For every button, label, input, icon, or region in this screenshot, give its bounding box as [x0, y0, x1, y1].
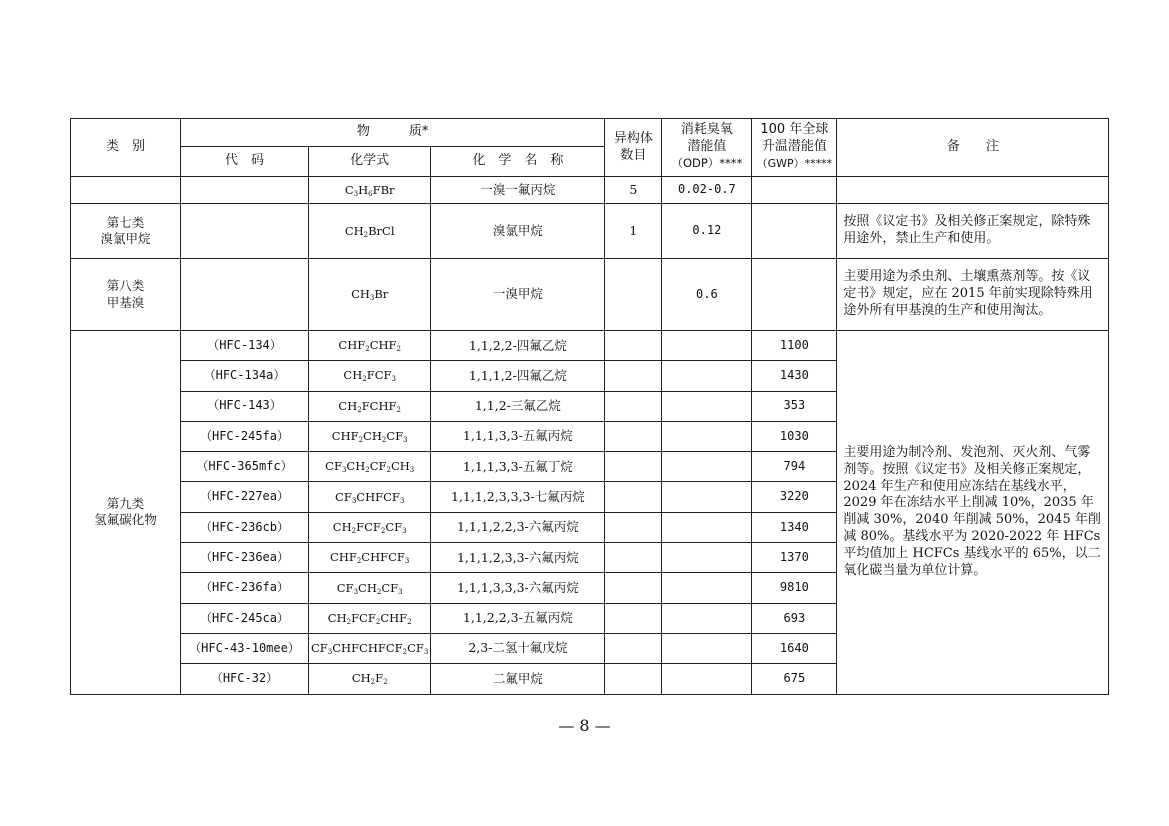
header-gwp: 100 年全球 升温潜能值 （GWP）*****: [752, 119, 837, 177]
note-cell: 主要用途为制冷剂、发泡剂、灭火剂、气雾剂等。按照《议定书》及相关修正案规定，2024 年生产和使用应冻结在基线水平，2029 年在冻结水平上削减 10%，2035 年削减 30%，2040 年削减 50%，2045 年削减 80%。基线水平为 2020-2022 年 HFCs 平均值加上 HCFCs 基线水平的 65%，以二氧化碳当量为单位计算。: [837, 331, 1109, 695]
gwp-cell: 3220: [752, 482, 837, 512]
name-cell: 1,1,2,2,3-五氟丙烷: [431, 603, 605, 633]
chemical-formula: $CH_2FCF_2CF_3$: [332, 519, 407, 535]
chemical-formula: $CF_3CHFCF_3$: [335, 489, 405, 505]
category-line: 氢氟碳化物: [94, 512, 157, 528]
isomers-cell: [605, 331, 662, 361]
odp-cell: 0.12: [662, 204, 752, 259]
isomers-cell: [605, 361, 662, 391]
gwp-cell: 675: [752, 664, 837, 694]
odp-cell: [662, 633, 752, 663]
gwp-cell: [752, 204, 837, 259]
name-cell: 1,1,1,3,3-五氟丙烷: [431, 421, 605, 451]
formula-cell: [309, 482, 431, 512]
chemical-formula: $CH_2FCHF_2$: [338, 398, 401, 414]
odp-cell: [662, 421, 752, 451]
header-code: 代 码: [181, 147, 309, 177]
isomers-cell: [605, 421, 662, 451]
chemical-formula: $CF_3CH_2CF_2CH_3$: [325, 459, 415, 475]
header-name: 化 学 名 称: [431, 147, 605, 177]
code-cell: [181, 259, 309, 331]
isomers-cell: [605, 452, 662, 482]
chemical-formula: $CF_3CHFCHFCF_2CF_3$: [311, 641, 429, 657]
isomers-cell: 1: [605, 204, 662, 259]
gwp-cell: 353: [752, 391, 837, 421]
table-row: [71, 204, 1109, 259]
chemical-formula: $CH_3Br$: [351, 287, 389, 303]
odp-cell: [662, 482, 752, 512]
chemical-formula: $CH_2FCF_3$: [343, 368, 396, 384]
formula-cell: [309, 633, 431, 663]
category-cell: [71, 177, 181, 204]
name-cell: 1,1,2-三氟乙烷: [431, 391, 605, 421]
code-cell: （HFC-245ca）: [181, 603, 309, 633]
chemical-formula: $CH_2FCF_2CHF_2$: [327, 610, 412, 626]
name-cell: 溴氯甲烷: [431, 204, 605, 259]
category-cell: [71, 331, 181, 695]
formula-cell: [309, 204, 431, 259]
name-cell: 1,1,1,2,3,3-六氟丙烷: [431, 543, 605, 573]
header-substance: 物 质*: [181, 119, 605, 147]
odp-cell: [662, 664, 752, 694]
odp-cell: 0.6: [662, 259, 752, 331]
chemical-formula: $CH_2F_2$: [351, 671, 388, 687]
formula-cell: [309, 573, 431, 603]
page-number: — 8 —: [558, 716, 611, 735]
category-line: 第九类: [106, 496, 145, 512]
header-isomers: 异构体 数目: [605, 119, 662, 177]
code-cell: （HFC-236cb）: [181, 512, 309, 542]
odp-cell: [662, 603, 752, 633]
isomers-cell: [605, 482, 662, 512]
gwp-cell: 1340: [752, 512, 837, 542]
isomers-cell: [605, 573, 662, 603]
gwp-cell: 693: [752, 603, 837, 633]
odp-cell: [662, 573, 752, 603]
isomers-cell: [605, 391, 662, 421]
chemical-formula: $CHF_2CH_2CF_3$: [331, 429, 408, 445]
odp-cell: [662, 361, 752, 391]
formula-cell: [309, 259, 431, 331]
gwp-cell: 9810: [752, 573, 837, 603]
formula-cell: [309, 331, 431, 361]
gwp-cell: 1430: [752, 361, 837, 391]
header-category: 类 别: [71, 119, 181, 177]
odp-cell: [662, 543, 752, 573]
substances-table: [70, 118, 1109, 695]
code-cell: （HFC-32）: [181, 664, 309, 694]
code-cell: （HFC-143）: [181, 391, 309, 421]
name-cell: 2,3-二氢十氟戊烷: [431, 633, 605, 663]
gwp-cell: [752, 177, 837, 204]
note-cell: 主要用途为杀虫剂、土壤熏蒸剂等。按《议定书》规定，应在 2015 年前实现除特殊用途外所有甲基溴的生产和使用淘汰。: [837, 259, 1109, 331]
code-cell: （HFC-227ea）: [181, 482, 309, 512]
name-cell: 一溴一氟丙烷: [431, 177, 605, 204]
chemical-formula: $CH_2BrCl$: [344, 223, 395, 239]
code-cell: （HFC-134）: [181, 331, 309, 361]
header-odp: 消耗臭氧 潜能值 （ODP）****: [662, 119, 752, 177]
gwp-cell: [752, 259, 837, 331]
isomers-cell: [605, 543, 662, 573]
gwp-cell: 1100: [752, 331, 837, 361]
odp-cell: [662, 452, 752, 482]
chemical-formula: $CHF_2CHF_2$: [338, 338, 401, 354]
odp-cell: [662, 391, 752, 421]
code-cell: [181, 204, 309, 259]
table-row: [71, 331, 1109, 361]
code-cell: （HFC-134a）: [181, 361, 309, 391]
isomers-cell: [605, 512, 662, 542]
gwp-cell: 1640: [752, 633, 837, 663]
code-cell: [181, 177, 309, 204]
name-cell: 1,1,2,2-四氟乙烷: [431, 331, 605, 361]
name-cell: 1,1,1,2,2,3-六氟丙烷: [431, 512, 605, 542]
formula-cell: [309, 664, 431, 694]
gwp-cell: 1030: [752, 421, 837, 451]
odp-cell: [662, 331, 752, 361]
table-row: [71, 177, 1109, 204]
formula-cell: [309, 177, 431, 204]
code-cell: （HFC-245fa）: [181, 421, 309, 451]
formula-cell: [309, 603, 431, 633]
isomers-cell: [605, 603, 662, 633]
code-cell: （HFC-236ea）: [181, 543, 309, 573]
formula-cell: [309, 452, 431, 482]
name-cell: 1,1,1,2-四氟乙烷: [431, 361, 605, 391]
code-cell: （HFC-236fa）: [181, 573, 309, 603]
header-formula: 化学式: [309, 147, 431, 177]
header-remarks: 备 注: [837, 119, 1109, 177]
formula-cell: [309, 512, 431, 542]
name-cell: 1,1,1,2,3,3,3-七氟丙烷: [431, 482, 605, 512]
code-cell: （HFC-43-10mee）: [181, 633, 309, 663]
table-row: [71, 259, 1109, 331]
formula-cell: [309, 361, 431, 391]
formula-cell: [309, 543, 431, 573]
isomers-cell: [605, 664, 662, 694]
name-cell: 一溴甲烷: [431, 259, 605, 331]
odp-cell: [662, 512, 752, 542]
name-cell: 1,1,1,3,3,3-六氟丙烷: [431, 573, 605, 603]
code-cell: （HFC-365mfc）: [181, 452, 309, 482]
odp-cell: 0.02-0.7: [662, 177, 752, 204]
chemical-formula: $C_3H_6FBr$: [344, 182, 395, 198]
note-cell: [837, 177, 1109, 204]
isomers-cell: [605, 633, 662, 663]
isomers-cell: [605, 259, 662, 331]
formula-cell: [309, 421, 431, 451]
chemical-formula: $CF_3CH_2CF_3$: [336, 580, 403, 596]
isomers-cell: 5: [605, 177, 662, 204]
gwp-cell: 794: [752, 452, 837, 482]
formula-cell: [309, 391, 431, 421]
category-cell: 第八类 甲基溴: [71, 259, 181, 331]
category-cell: 第七类 溴氯甲烷: [71, 204, 181, 259]
gwp-cell: 1370: [752, 543, 837, 573]
name-cell: 二氟甲烷: [431, 664, 605, 694]
note-cell: 按照《议定书》及相关修正案规定，除特殊用途外，禁止生产和使用。: [837, 204, 1109, 259]
name-cell: 1,1,1,3,3-五氟丁烷: [431, 452, 605, 482]
chemical-formula: $CHF_2CHFCF_3$: [330, 550, 410, 566]
